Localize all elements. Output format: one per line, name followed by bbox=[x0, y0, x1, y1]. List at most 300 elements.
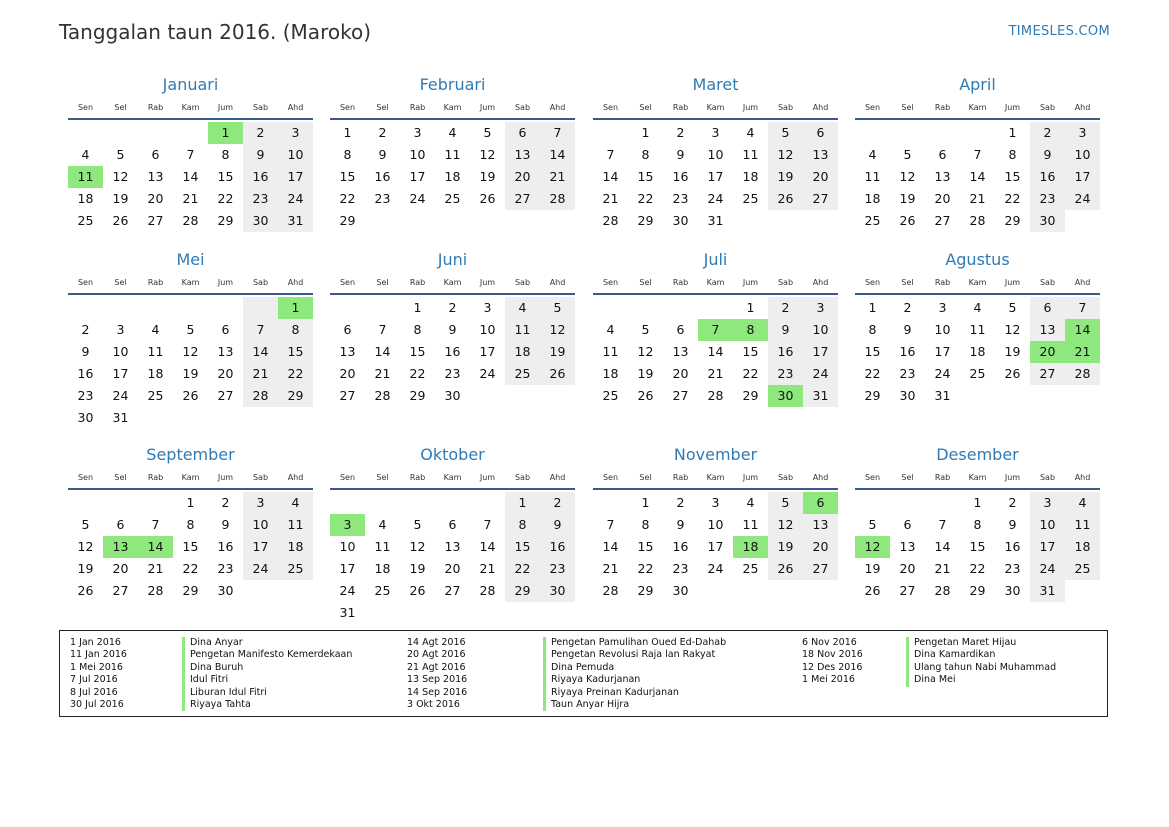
day-cell[interactable]: 11 bbox=[444, 147, 461, 162]
day-cell[interactable]: 3 bbox=[413, 125, 422, 140]
day-cell[interactable]: 29 bbox=[339, 213, 356, 228]
day-cell[interactable]: 7 bbox=[938, 517, 947, 532]
day-cell[interactable]: 6 bbox=[343, 322, 352, 337]
day-cell[interactable]: 23 bbox=[444, 366, 461, 381]
day-cell[interactable]: 4 bbox=[746, 495, 755, 510]
day-cell[interactable]: 15 bbox=[637, 539, 654, 554]
day-cell[interactable]: 27 bbox=[217, 388, 234, 403]
day-cell[interactable]: 21 bbox=[602, 561, 619, 576]
day-cell[interactable]: 12 bbox=[77, 539, 94, 554]
day-cell[interactable]: 26 bbox=[409, 583, 426, 598]
day-cell[interactable]: 9 bbox=[243, 144, 278, 166]
day-cell[interactable]: 7 bbox=[606, 147, 615, 162]
holiday-day-cell[interactable]: 21 bbox=[1065, 341, 1100, 363]
day-cell[interactable]: 3 bbox=[711, 125, 720, 140]
day-cell[interactable]: 6 bbox=[1030, 297, 1065, 319]
day-cell[interactable]: 7 bbox=[483, 517, 492, 532]
day-cell[interactable]: 19 bbox=[77, 561, 94, 576]
day-cell[interactable]: 30 bbox=[1004, 583, 1021, 598]
day-cell[interactable]: 15 bbox=[637, 169, 654, 184]
day-cell[interactable]: 15 bbox=[864, 344, 881, 359]
day-cell[interactable]: 13 bbox=[934, 169, 951, 184]
day-cell[interactable]: 27 bbox=[1030, 363, 1065, 385]
day-cell[interactable]: 15 bbox=[278, 341, 313, 363]
day-cell[interactable]: 18 bbox=[602, 366, 619, 381]
day-cell[interactable]: 24 bbox=[934, 366, 951, 381]
day-cell[interactable]: 20 bbox=[505, 166, 540, 188]
day-cell[interactable]: 25 bbox=[602, 388, 619, 403]
day-cell[interactable]: 14 bbox=[969, 169, 986, 184]
day-cell[interactable]: 4 bbox=[151, 322, 160, 337]
day-cell[interactable]: 18 bbox=[1065, 536, 1100, 558]
day-cell[interactable]: 20 bbox=[339, 366, 356, 381]
day-cell[interactable]: 1 bbox=[641, 495, 650, 510]
day-cell[interactable]: 20 bbox=[934, 191, 951, 206]
day-cell[interactable]: 5 bbox=[413, 517, 422, 532]
day-cell[interactable]: 10 bbox=[707, 517, 724, 532]
day-cell[interactable]: 30 bbox=[77, 410, 94, 425]
day-cell[interactable]: 17 bbox=[707, 169, 724, 184]
day-cell[interactable]: 24 bbox=[1065, 188, 1100, 210]
day-cell[interactable]: 18 bbox=[444, 169, 461, 184]
day-cell[interactable]: 10 bbox=[479, 322, 496, 337]
day-cell[interactable]: 6 bbox=[116, 517, 125, 532]
day-cell[interactable]: 13 bbox=[147, 169, 164, 184]
day-cell[interactable]: 9 bbox=[1008, 517, 1017, 532]
day-cell[interactable]: 24 bbox=[243, 558, 278, 580]
day-cell[interactable]: 23 bbox=[217, 561, 234, 576]
day-cell[interactable]: 28 bbox=[602, 213, 619, 228]
holiday-day-cell[interactable]: 1 bbox=[208, 122, 243, 144]
day-cell[interactable]: 17 bbox=[278, 166, 313, 188]
day-cell[interactable]: 27 bbox=[672, 388, 689, 403]
holiday-day-cell[interactable]: 7 bbox=[698, 319, 733, 341]
day-cell[interactable]: 8 bbox=[505, 514, 540, 536]
day-cell[interactable]: 16 bbox=[243, 166, 278, 188]
day-cell[interactable]: 26 bbox=[1004, 366, 1021, 381]
day-cell[interactable]: 25 bbox=[147, 388, 164, 403]
day-cell[interactable]: 17 bbox=[243, 536, 278, 558]
day-cell[interactable]: 11 bbox=[278, 514, 313, 536]
holiday-day-cell[interactable]: 3 bbox=[330, 514, 365, 536]
day-cell[interactable]: 6 bbox=[938, 147, 947, 162]
day-cell[interactable]: 3 bbox=[278, 122, 313, 144]
day-cell[interactable]: 31 bbox=[707, 213, 724, 228]
day-cell[interactable]: 13 bbox=[339, 344, 356, 359]
day-cell[interactable]: 28 bbox=[1065, 363, 1100, 385]
day-cell[interactable]: 12 bbox=[768, 144, 803, 166]
day-cell[interactable]: 5 bbox=[540, 297, 575, 319]
day-cell[interactable]: 7 bbox=[606, 517, 615, 532]
day-cell[interactable]: 10 bbox=[1065, 144, 1100, 166]
day-cell[interactable]: 5 bbox=[1008, 300, 1017, 315]
day-cell[interactable]: 29 bbox=[1004, 213, 1021, 228]
day-cell[interactable]: 26 bbox=[768, 558, 803, 580]
day-cell[interactable]: 27 bbox=[505, 188, 540, 210]
day-cell[interactable]: 18 bbox=[742, 169, 759, 184]
day-cell[interactable]: 29 bbox=[637, 213, 654, 228]
day-cell[interactable]: 17 bbox=[934, 344, 951, 359]
day-cell[interactable]: 21 bbox=[602, 191, 619, 206]
day-cell[interactable]: 30 bbox=[540, 580, 575, 602]
day-cell[interactable]: 13 bbox=[505, 144, 540, 166]
day-cell[interactable]: 23 bbox=[768, 363, 803, 385]
day-cell[interactable]: 11 bbox=[147, 344, 164, 359]
day-cell[interactable]: 9 bbox=[221, 517, 230, 532]
day-cell[interactable]: 9 bbox=[768, 319, 803, 341]
day-cell[interactable]: 10 bbox=[934, 322, 951, 337]
day-cell[interactable]: 26 bbox=[899, 213, 916, 228]
day-cell[interactable]: 14 bbox=[540, 144, 575, 166]
day-cell[interactable]: 22 bbox=[1004, 191, 1021, 206]
day-cell[interactable]: 22 bbox=[742, 366, 759, 381]
day-cell[interactable]: 26 bbox=[540, 363, 575, 385]
day-cell[interactable]: 10 bbox=[803, 319, 838, 341]
day-cell[interactable]: 6 bbox=[903, 517, 912, 532]
day-cell[interactable]: 2 bbox=[1008, 495, 1017, 510]
day-cell[interactable]: 20 bbox=[803, 536, 838, 558]
day-cell[interactable]: 1 bbox=[868, 300, 877, 315]
day-cell[interactable]: 29 bbox=[278, 385, 313, 407]
day-cell[interactable]: 22 bbox=[339, 191, 356, 206]
day-cell[interactable]: 2 bbox=[448, 300, 457, 315]
day-cell[interactable]: 16 bbox=[672, 539, 689, 554]
day-cell[interactable]: 16 bbox=[374, 169, 391, 184]
day-cell[interactable]: 30 bbox=[1030, 210, 1065, 232]
day-cell[interactable]: 28 bbox=[243, 385, 278, 407]
day-cell[interactable]: 24 bbox=[707, 191, 724, 206]
day-cell[interactable]: 16 bbox=[540, 536, 575, 558]
day-cell[interactable]: 25 bbox=[505, 363, 540, 385]
day-cell[interactable]: 19 bbox=[864, 561, 881, 576]
day-cell[interactable]: 22 bbox=[864, 366, 881, 381]
day-cell[interactable]: 26 bbox=[864, 583, 881, 598]
day-cell[interactable]: 4 bbox=[378, 517, 387, 532]
holiday-day-cell[interactable]: 13 bbox=[103, 536, 138, 558]
day-cell[interactable]: 9 bbox=[1030, 144, 1065, 166]
day-cell[interactable]: 15 bbox=[1004, 169, 1021, 184]
day-cell[interactable]: 11 bbox=[602, 344, 619, 359]
day-cell[interactable]: 21 bbox=[969, 191, 986, 206]
day-cell[interactable]: 3 bbox=[938, 300, 947, 315]
day-cell[interactable]: 3 bbox=[1030, 492, 1065, 514]
day-cell[interactable]: 20 bbox=[803, 166, 838, 188]
day-cell[interactable]: 24 bbox=[278, 188, 313, 210]
day-cell[interactable]: 29 bbox=[864, 388, 881, 403]
holiday-day-cell[interactable]: 8 bbox=[733, 319, 768, 341]
day-cell[interactable]: 9 bbox=[448, 322, 457, 337]
day-cell[interactable]: 2 bbox=[1030, 122, 1065, 144]
day-cell[interactable]: 5 bbox=[768, 122, 803, 144]
day-cell[interactable]: 28 bbox=[147, 583, 164, 598]
day-cell[interactable]: 28 bbox=[934, 583, 951, 598]
day-cell[interactable]: 30 bbox=[899, 388, 916, 403]
day-cell[interactable]: 6 bbox=[151, 147, 160, 162]
day-cell[interactable]: 9 bbox=[903, 322, 912, 337]
day-cell[interactable]: 25 bbox=[969, 366, 986, 381]
day-cell[interactable]: 23 bbox=[243, 188, 278, 210]
holiday-day-cell[interactable]: 14 bbox=[1065, 319, 1100, 341]
holiday-day-cell[interactable]: 11 bbox=[68, 166, 103, 188]
day-cell[interactable]: 30 bbox=[444, 388, 461, 403]
day-cell[interactable]: 3 bbox=[1065, 122, 1100, 144]
day-cell[interactable]: 12 bbox=[768, 514, 803, 536]
day-cell[interactable]: 22 bbox=[969, 561, 986, 576]
day-cell[interactable]: 22 bbox=[637, 191, 654, 206]
day-cell[interactable]: 4 bbox=[81, 147, 90, 162]
day-cell[interactable]: 31 bbox=[1030, 580, 1065, 602]
day-cell[interactable]: 16 bbox=[768, 341, 803, 363]
day-cell[interactable]: 31 bbox=[112, 410, 129, 425]
day-cell[interactable]: 9 bbox=[81, 344, 90, 359]
day-cell[interactable]: 7 bbox=[973, 147, 982, 162]
day-cell[interactable]: 2 bbox=[81, 322, 90, 337]
day-cell[interactable]: 23 bbox=[672, 561, 689, 576]
day-cell[interactable]: 14 bbox=[602, 539, 619, 554]
day-cell[interactable]: 11 bbox=[969, 322, 986, 337]
day-cell[interactable]: 17 bbox=[707, 539, 724, 554]
day-cell[interactable]: 2 bbox=[676, 495, 685, 510]
day-cell[interactable]: 24 bbox=[803, 363, 838, 385]
day-cell[interactable]: 12 bbox=[637, 344, 654, 359]
day-cell[interactable]: 16 bbox=[217, 539, 234, 554]
day-cell[interactable]: 12 bbox=[1004, 322, 1021, 337]
day-cell[interactable]: 2 bbox=[243, 122, 278, 144]
day-cell[interactable]: 22 bbox=[505, 558, 540, 580]
day-cell[interactable]: 1 bbox=[973, 495, 982, 510]
day-cell[interactable]: 20 bbox=[147, 191, 164, 206]
day-cell[interactable]: 30 bbox=[672, 583, 689, 598]
day-cell[interactable]: 15 bbox=[217, 169, 234, 184]
day-cell[interactable]: 27 bbox=[339, 388, 356, 403]
day-cell[interactable]: 9 bbox=[676, 517, 685, 532]
day-cell[interactable]: 17 bbox=[339, 561, 356, 576]
day-cell[interactable]: 1 bbox=[505, 492, 540, 514]
day-cell[interactable]: 2 bbox=[676, 125, 685, 140]
day-cell[interactable]: 3 bbox=[243, 492, 278, 514]
day-cell[interactable]: 8 bbox=[641, 517, 650, 532]
day-cell[interactable]: 18 bbox=[278, 536, 313, 558]
day-cell[interactable]: 31 bbox=[803, 385, 838, 407]
day-cell[interactable]: 16 bbox=[672, 169, 689, 184]
day-cell[interactable]: 8 bbox=[278, 319, 313, 341]
day-cell[interactable]: 20 bbox=[899, 561, 916, 576]
day-cell[interactable]: 25 bbox=[864, 213, 881, 228]
day-cell[interactable]: 15 bbox=[505, 536, 540, 558]
day-cell[interactable]: 24 bbox=[409, 191, 426, 206]
day-cell[interactable]: 21 bbox=[147, 561, 164, 576]
day-cell[interactable]: 7 bbox=[151, 517, 160, 532]
day-cell[interactable]: 30 bbox=[243, 210, 278, 232]
day-cell[interactable]: 12 bbox=[112, 169, 129, 184]
day-cell[interactable]: 23 bbox=[540, 558, 575, 580]
day-cell[interactable]: 25 bbox=[742, 191, 759, 206]
day-cell[interactable]: 8 bbox=[413, 322, 422, 337]
day-cell[interactable]: 14 bbox=[182, 169, 199, 184]
day-cell[interactable]: 15 bbox=[339, 169, 356, 184]
day-cell[interactable]: 12 bbox=[409, 539, 426, 554]
day-cell[interactable]: 7 bbox=[243, 319, 278, 341]
day-cell[interactable]: 19 bbox=[182, 366, 199, 381]
day-cell[interactable]: 3 bbox=[803, 297, 838, 319]
day-cell[interactable]: 8 bbox=[973, 517, 982, 532]
day-cell[interactable]: 1 bbox=[413, 300, 422, 315]
day-cell[interactable]: 5 bbox=[641, 322, 650, 337]
day-cell[interactable]: 30 bbox=[217, 583, 234, 598]
day-cell[interactable]: 18 bbox=[505, 341, 540, 363]
day-cell[interactable]: 12 bbox=[479, 147, 496, 162]
day-cell[interactable]: 29 bbox=[637, 583, 654, 598]
day-cell[interactable]: 25 bbox=[742, 561, 759, 576]
day-cell[interactable]: 17 bbox=[112, 366, 129, 381]
holiday-day-cell[interactable]: 20 bbox=[1030, 341, 1065, 363]
day-cell[interactable]: 13 bbox=[217, 344, 234, 359]
day-cell[interactable]: 13 bbox=[1030, 319, 1065, 341]
day-cell[interactable]: 12 bbox=[540, 319, 575, 341]
day-cell[interactable]: 20 bbox=[444, 561, 461, 576]
day-cell[interactable]: 27 bbox=[934, 213, 951, 228]
day-cell[interactable]: 9 bbox=[378, 147, 387, 162]
day-cell[interactable]: 14 bbox=[707, 344, 724, 359]
day-cell[interactable]: 28 bbox=[182, 213, 199, 228]
day-cell[interactable]: 11 bbox=[374, 539, 391, 554]
day-cell[interactable]: 8 bbox=[1008, 147, 1017, 162]
day-cell[interactable]: 23 bbox=[1030, 188, 1065, 210]
day-cell[interactable]: 6 bbox=[221, 322, 230, 337]
day-cell[interactable]: 14 bbox=[479, 539, 496, 554]
day-cell[interactable]: 19 bbox=[112, 191, 129, 206]
day-cell[interactable]: 15 bbox=[182, 539, 199, 554]
day-cell[interactable]: 10 bbox=[707, 147, 724, 162]
day-cell[interactable]: 2 bbox=[540, 492, 575, 514]
day-cell[interactable]: 27 bbox=[803, 558, 838, 580]
day-cell[interactable]: 4 bbox=[278, 492, 313, 514]
day-cell[interactable]: 1 bbox=[1008, 125, 1017, 140]
day-cell[interactable]: 17 bbox=[1030, 536, 1065, 558]
day-cell[interactable]: 10 bbox=[409, 147, 426, 162]
day-cell[interactable]: 25 bbox=[1065, 558, 1100, 580]
day-cell[interactable]: 27 bbox=[899, 583, 916, 598]
day-cell[interactable]: 24 bbox=[112, 388, 129, 403]
day-cell[interactable]: 29 bbox=[742, 388, 759, 403]
day-cell[interactable]: 16 bbox=[77, 366, 94, 381]
day-cell[interactable]: 18 bbox=[374, 561, 391, 576]
day-cell[interactable]: 8 bbox=[641, 147, 650, 162]
day-cell[interactable]: 29 bbox=[409, 388, 426, 403]
day-cell[interactable]: 19 bbox=[899, 191, 916, 206]
day-cell[interactable]: 28 bbox=[479, 583, 496, 598]
day-cell[interactable]: 26 bbox=[77, 583, 94, 598]
day-cell[interactable]: 3 bbox=[116, 322, 125, 337]
day-cell[interactable]: 24 bbox=[707, 561, 724, 576]
day-cell[interactable]: 8 bbox=[343, 147, 352, 162]
day-cell[interactable]: 19 bbox=[479, 169, 496, 184]
day-cell[interactable]: 27 bbox=[112, 583, 129, 598]
day-cell[interactable]: 13 bbox=[899, 539, 916, 554]
day-cell[interactable]: 21 bbox=[540, 166, 575, 188]
day-cell[interactable]: 24 bbox=[1030, 558, 1065, 580]
day-cell[interactable]: 26 bbox=[112, 213, 129, 228]
day-cell[interactable]: 23 bbox=[77, 388, 94, 403]
day-cell[interactable]: 22 bbox=[637, 561, 654, 576]
day-cell[interactable]: 25 bbox=[444, 191, 461, 206]
day-cell[interactable]: 2 bbox=[378, 125, 387, 140]
day-cell[interactable]: 11 bbox=[742, 517, 759, 532]
day-cell[interactable]: 10 bbox=[112, 344, 129, 359]
day-cell[interactable]: 11 bbox=[1065, 514, 1100, 536]
day-cell[interactable]: 6 bbox=[448, 517, 457, 532]
day-cell[interactable]: 23 bbox=[1004, 561, 1021, 576]
day-cell[interactable]: 4 bbox=[448, 125, 457, 140]
day-cell[interactable]: 5 bbox=[483, 125, 492, 140]
day-cell[interactable]: 14 bbox=[243, 341, 278, 363]
day-cell[interactable]: 7 bbox=[540, 122, 575, 144]
day-cell[interactable]: 7 bbox=[378, 322, 387, 337]
day-cell[interactable]: 15 bbox=[742, 344, 759, 359]
day-cell[interactable]: 22 bbox=[217, 191, 234, 206]
day-cell[interactable]: 10 bbox=[1030, 514, 1065, 536]
day-cell[interactable]: 20 bbox=[112, 561, 129, 576]
holiday-day-cell[interactable]: 6 bbox=[803, 492, 838, 514]
day-cell[interactable]: 17 bbox=[1065, 166, 1100, 188]
day-cell[interactable]: 8 bbox=[221, 147, 230, 162]
day-cell[interactable]: 26 bbox=[182, 388, 199, 403]
day-cell[interactable]: 3 bbox=[483, 300, 492, 315]
day-cell[interactable]: 11 bbox=[742, 147, 759, 162]
day-cell[interactable]: 7 bbox=[186, 147, 195, 162]
day-cell[interactable]: 13 bbox=[803, 144, 838, 166]
day-cell[interactable]: 1 bbox=[186, 495, 195, 510]
day-cell[interactable]: 20 bbox=[672, 366, 689, 381]
day-cell[interactable]: 26 bbox=[637, 388, 654, 403]
day-cell[interactable]: 1 bbox=[746, 300, 755, 315]
day-cell[interactable]: 18 bbox=[864, 191, 881, 206]
day-cell[interactable]: 12 bbox=[899, 169, 916, 184]
day-cell[interactable]: 25 bbox=[374, 583, 391, 598]
day-cell[interactable]: 2 bbox=[768, 297, 803, 319]
day-cell[interactable]: 5 bbox=[868, 517, 877, 532]
day-cell[interactable]: 16 bbox=[1030, 166, 1065, 188]
day-cell[interactable]: 23 bbox=[899, 366, 916, 381]
day-cell[interactable]: 21 bbox=[934, 561, 951, 576]
day-cell[interactable]: 18 bbox=[77, 191, 94, 206]
day-cell[interactable]: 4 bbox=[868, 147, 877, 162]
day-cell[interactable]: 22 bbox=[409, 366, 426, 381]
day-cell[interactable]: 11 bbox=[505, 319, 540, 341]
day-cell[interactable]: 10 bbox=[278, 144, 313, 166]
day-cell[interactable]: 3 bbox=[711, 495, 720, 510]
day-cell[interactable]: 6 bbox=[676, 322, 685, 337]
day-cell[interactable]: 5 bbox=[768, 492, 803, 514]
day-cell[interactable]: 15 bbox=[409, 344, 426, 359]
day-cell[interactable]: 19 bbox=[540, 341, 575, 363]
day-cell[interactable]: 21 bbox=[182, 191, 199, 206]
day-cell[interactable]: 15 bbox=[969, 539, 986, 554]
day-cell[interactable]: 16 bbox=[444, 344, 461, 359]
day-cell[interactable]: 13 bbox=[444, 539, 461, 554]
day-cell[interactable]: 4 bbox=[505, 297, 540, 319]
day-cell[interactable]: 18 bbox=[147, 366, 164, 381]
day-cell[interactable]: 24 bbox=[479, 366, 496, 381]
holiday-day-cell[interactable]: 30 bbox=[768, 385, 803, 407]
day-cell[interactable]: 18 bbox=[969, 344, 986, 359]
day-cell[interactable]: 28 bbox=[707, 388, 724, 403]
day-cell[interactable]: 21 bbox=[479, 561, 496, 576]
day-cell[interactable]: 13 bbox=[672, 344, 689, 359]
day-cell[interactable]: 5 bbox=[116, 147, 125, 162]
day-cell[interactable]: 29 bbox=[969, 583, 986, 598]
day-cell[interactable]: 17 bbox=[803, 341, 838, 363]
